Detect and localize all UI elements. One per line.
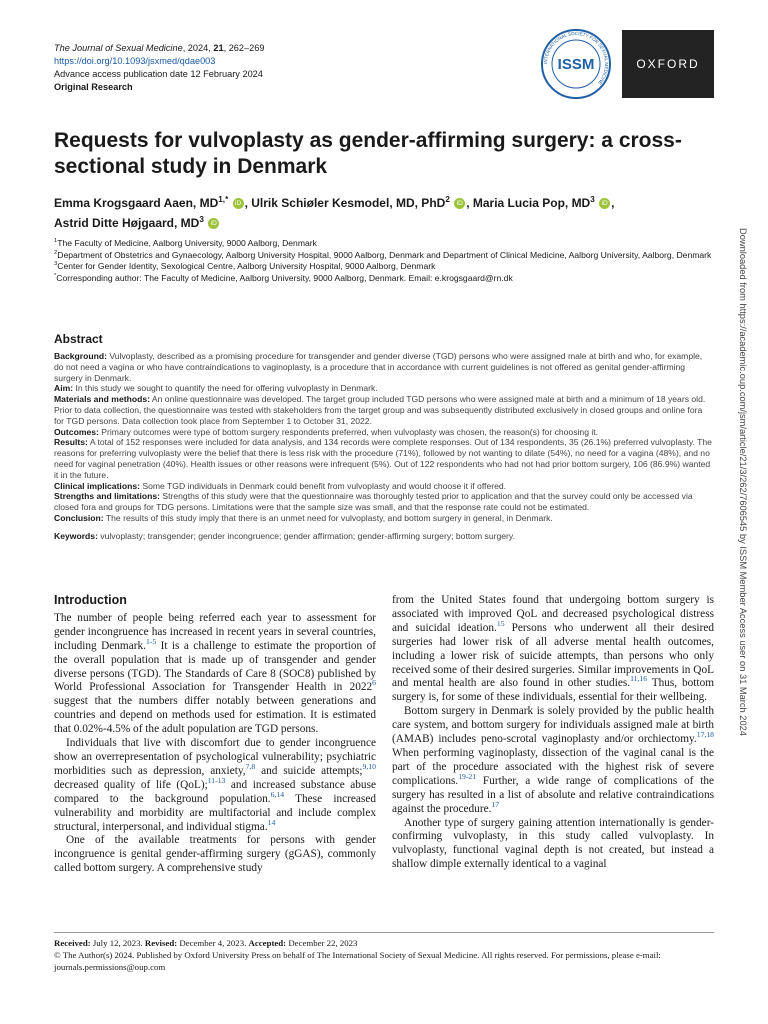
revised-date: December 4, 2023. <box>177 938 249 948</box>
author-name: Maria Lucia Pop, MD <box>472 196 591 210</box>
article-footer <box>54 932 714 973</box>
issm-logo <box>540 28 612 100</box>
doi-link[interactable]: https://doi.org/10.1093/jsxmed/qdae003 <box>54 56 216 66</box>
body-paragraph <box>54 612 376 737</box>
affiliations <box>54 238 714 284</box>
revised-label: Revised: <box>144 938 178 948</box>
abstract-section-label: Conclusion: <box>54 512 104 523</box>
reference-citation: 11-13 <box>207 776 226 786</box>
abstract-section-label: Clinical implications: <box>54 480 140 491</box>
abstract-body <box>54 351 714 524</box>
abstract-section <box>54 481 714 492</box>
reference-citation: 17 <box>491 799 500 809</box>
abstract-section-text: The results of this study imply that there is an unmet need for vulvoplasty, and bottom surgery in general, in Denmark. <box>103 512 553 523</box>
accepted-label: Accepted: <box>248 938 287 948</box>
abstract-section-label: Background: <box>54 351 107 361</box>
orcid-icon[interactable]: iD <box>599 198 610 209</box>
advance-access: Advance access publication date 12 February 2024 <box>54 69 263 79</box>
reference-citation: 7,8 <box>245 762 256 772</box>
abstract-heading: Abstract <box>54 332 103 346</box>
body-text: When performing vaginoplasty, dissection of the vaginal canal is the part of the procedure associated with the highest risk of severe complications. <box>392 746 714 787</box>
body-text: These increased vulnerability and morbidity are multifactorial and include complex structural, interpersonal, and individual stigma. <box>54 792 376 833</box>
body-text: Persons who underwent all their desired surgeries had lower risk of all adverse mental health outcomes, including a lower risk of suicide attempts, than persons who only received some of their desired surgeries. Similar improvements in QoL and mental health are also found in other studies. <box>392 621 714 690</box>
abstract-section-label: Results: <box>54 437 88 448</box>
body-text: and suicide attempts; <box>255 764 363 777</box>
affiliation-number: 3 <box>54 261 58 268</box>
download-watermark <box>736 228 750 1008</box>
keywords <box>54 531 714 542</box>
abstract-section <box>54 394 714 426</box>
reference-citation: 1-5 <box>145 636 157 646</box>
author-separator: , <box>466 196 473 210</box>
author-affiliation-marker: 3 <box>590 195 595 204</box>
keywords-text: vulvoplasty; transgender; gender incongruence; gender affirmation; gender-affirming surgery; bottom surgery. <box>97 530 515 541</box>
issm-ring-text: INTERNATIONAL SOCIETY FOR SEXUAL MEDICINE <box>542 30 610 86</box>
body-text: decreased quality of life (QoL); <box>54 778 208 791</box>
body-text: The number of people being referred each year to assessment for gender incongruence has increased in recent years in several countries, including Denmark. <box>54 611 376 652</box>
reference-citation: 9,10 <box>362 762 376 772</box>
affiliation-text: Corresponding author: The Faculty of Medicine, Aalborg University, 9000 Aalborg, Denmark. Email: e.krogsgaard@rn.dk <box>56 272 513 283</box>
abstract-section-text: A total of 152 responses were included for data analysis, and 134 records were complete responses. Out of 134 respondents, 35 (26.1%) preferred vulvoplasty. The reasons for preferring vulvoplasty were the belief that there is less risk with the procedure (71%), followed by not wanting to dilate (54%), no need for a vagina (48%), and no need for vaginal penetration (40%). Health issues or other reasons were infrequent (5%). Out of 122 respondents who had not had prior bottom surgery, 106 (86.9%) wanted it in the future. <box>54 437 712 480</box>
body-column-left <box>54 594 376 924</box>
received-date: July 12, 2023. <box>90 938 145 948</box>
abstract-section-text: In this study we sought to quantify the need for offering vulvoplasty in Denmark. <box>73 383 378 394</box>
copyright-notice: © The Author(s) 2024. Published by Oxford University Press on behalf of The International Society of Sexual Medicine. All rights reserved. For permissions, please e-mail: journals.permissions@oup.com <box>54 950 661 972</box>
body-paragraph <box>54 834 376 876</box>
journal-header <box>54 42 264 94</box>
body-text: Thus, bottom surgery is, for some of these individuals, essential for their wellbeing. <box>392 677 715 704</box>
author-affiliation-marker: 3 <box>199 215 204 224</box>
affiliation-item <box>54 238 714 250</box>
affiliation-item <box>54 250 714 262</box>
abstract-section <box>54 491 714 513</box>
reference-citation: 6,14 <box>270 789 285 799</box>
introduction-heading: Introduction <box>54 593 127 607</box>
affiliation-item <box>54 261 714 273</box>
body-paragraph <box>392 817 714 873</box>
body-text: Another type of surgery gaining attention internationally is gender-confirming vulvoplasty, in this study called vulvoplasty. In vulvoplasty, functional vaginal depth is not created, but instead a shallow dimple externally identical to a vaginal <box>392 816 714 871</box>
reference-citation: 6 <box>372 678 376 688</box>
download-watermark-text: Downloaded from https://academic.oup.com/jsm/article/21/3/262/7606545 by ISSM Member Access user on 31 March 2024 <box>738 228 748 736</box>
body-text: Individuals that live with discomfort due to gender incongruence show an overrepresentation of psychological vulnerability; psychiatric morbidities such as depression, anxiety, <box>54 737 376 777</box>
abstract-section <box>54 513 714 524</box>
abstract-section <box>54 351 714 383</box>
abstract-section-label: Materials and methods: <box>54 394 150 405</box>
abstract-section <box>54 437 714 480</box>
abstract-section-label: Aim: <box>54 383 74 394</box>
reference-citation: 11,16 <box>630 674 648 684</box>
reference-citation: 15 <box>496 619 505 629</box>
author-affiliation-marker: 2 <box>445 195 450 204</box>
affiliation-number: 1 <box>54 238 58 245</box>
history-dates <box>54 937 714 949</box>
author-list <box>54 193 714 233</box>
reference-citation: 19-21 <box>458 772 477 782</box>
body-paragraph <box>54 737 376 834</box>
author-affiliation-marker: 1,* <box>218 195 229 204</box>
affiliation-text: The Faculty of Medicine, Aalborg University, 9000 Aalborg, Denmark <box>57 238 317 248</box>
author-name: Emma Krogsgaard Aaen, MD <box>54 196 219 210</box>
affiliation-number: 2 <box>54 249 58 256</box>
affiliation-text: Center for Gender Identity, Sexological Centre, Aalborg University Hospital, 9000 Aalborg, Denmark <box>57 261 436 271</box>
abstract-section-label: Outcomes: <box>54 426 99 437</box>
issm-logo-text: ISSM <box>557 56 595 73</box>
abstract-section <box>54 427 714 438</box>
abstract-section-text: An online questionnaire was developed. The target group included TGD persons who were assigned male at birth and a minimum of 18 years old. Prior to data collection, the questionnaire was tested with stakeholders from the target group and was subsequently distributed exclusively in closed groups and online fora for TGD persons. Data collection took place from September 1 to October 31, 2022. <box>54 394 706 426</box>
article-body <box>54 594 714 924</box>
abstract-section-label: Strengths and limitations: <box>54 491 160 502</box>
citation-volume: 21 <box>213 43 224 53</box>
affiliation-item <box>54 273 714 285</box>
abstract-section-text: Vulvoplasty, described as a promising procedure for transgender and gender diverse (TGD) persons who were assigned male at birth and who, for example, do not need a vagina or who have contraindications to vaginoplasty, is a procedure that in accordance with current guidelines is not offered as genital gender-affirming surgery in Denmark. <box>54 351 703 383</box>
orcid-icon[interactable]: iD <box>454 198 465 209</box>
body-text: suggest that the numbers differ notably between generations and countries and depend on methods used for estimation. It is estimated that 0.02%-4.5% of the adult population are TGD persons. <box>54 695 376 736</box>
abstract-section-text: Primary outcomes were type of bottom surgery respondents preferred, when vulvoplasty was chosen, the reason(s) for choosing it. <box>98 426 599 437</box>
body-text: and increased substance abuse compared to the background population. <box>54 778 376 805</box>
affiliation-text: Department of Obstetrics and Gynaecology, Aalborg University Hospital, 9000 Aalborg, Denmark and Department of Clinical Medicine, Aalborg University, Aalborg, Denmark <box>57 249 712 260</box>
abstract-section <box>54 383 714 394</box>
citation <box>54 42 264 55</box>
abstract-section-text: Strengths of this study were that the questionnaire was thoroughly tested prior to application and that the survey could only be accessed via closed fora and groups for TDG persons. Limitations were that the sample size was small, and that the response rate could not be estimated. <box>54 491 693 513</box>
citation-year: , 2024, <box>182 43 214 53</box>
reference-citation: 14 <box>267 817 276 827</box>
orcid-icon[interactable]: iD <box>233 198 244 209</box>
body-text: Bottom surgery in Denmark is solely provided by the public health care system, and bottom surgery for individuals assigned male at birth (AMAB) includes peno-scrotal vaginoplasty and/or orchiectomy. <box>392 705 714 746</box>
oxford-logo: OXFORD <box>622 30 714 98</box>
publisher-logos <box>540 28 714 100</box>
author-separator: , <box>611 196 615 210</box>
citation-pages: , 262–269 <box>223 43 265 53</box>
keywords-label: Keywords: <box>54 530 98 541</box>
body-text: It is a challenge to estimate the proportion of the overall population that is made up of transgender and gender diverse persons (TGD). The Standards of Care 8 (SOC8) published by World Professional Association for Transgender Health in 2022 <box>54 639 376 694</box>
article-title: Requests for vulvoplasty as gender-affirming surgery: a cross-sectional study in Denmark <box>54 129 682 178</box>
body-paragraph <box>392 705 714 816</box>
author-name: Astrid Ditte Højgaard, MD <box>54 216 200 230</box>
article-type: Original Research <box>54 82 133 92</box>
affiliation-number: * <box>54 272 57 279</box>
abstract-section-text: Some TGD individuals in Denmark could benefit from vulvoplasty and would choose it if offered. <box>139 480 507 491</box>
orcid-icon[interactable]: iD <box>208 218 219 229</box>
reference-citation: 17,18 <box>696 730 714 740</box>
received-label: Received: <box>54 938 91 948</box>
abstract <box>54 332 714 542</box>
author-name: Ulrik Schiøler Kesmodel, MD, PhD <box>251 196 446 210</box>
body-text: Further, a wide range of complications of the surgery has resulted in a list of absolute and relative contraindications against the procedure. <box>392 774 714 815</box>
body-text: One of the available treatments for persons with gender incongruence is genital gender-affirming surgery (gGAS), commonly called bottom surgery. A comprehensive study <box>54 834 376 875</box>
body-column-right <box>392 594 714 924</box>
body-text: from the United States found that undergoing bottom surgery is associated with improved QoL and decreased psychological distress and suicidal ideation. <box>392 594 714 634</box>
accepted-date: December 22, 2023 <box>286 938 358 948</box>
body-paragraph <box>392 594 714 705</box>
journal-name: The Journal of Sexual Medicine <box>54 43 183 53</box>
author-separator: , <box>244 196 252 210</box>
